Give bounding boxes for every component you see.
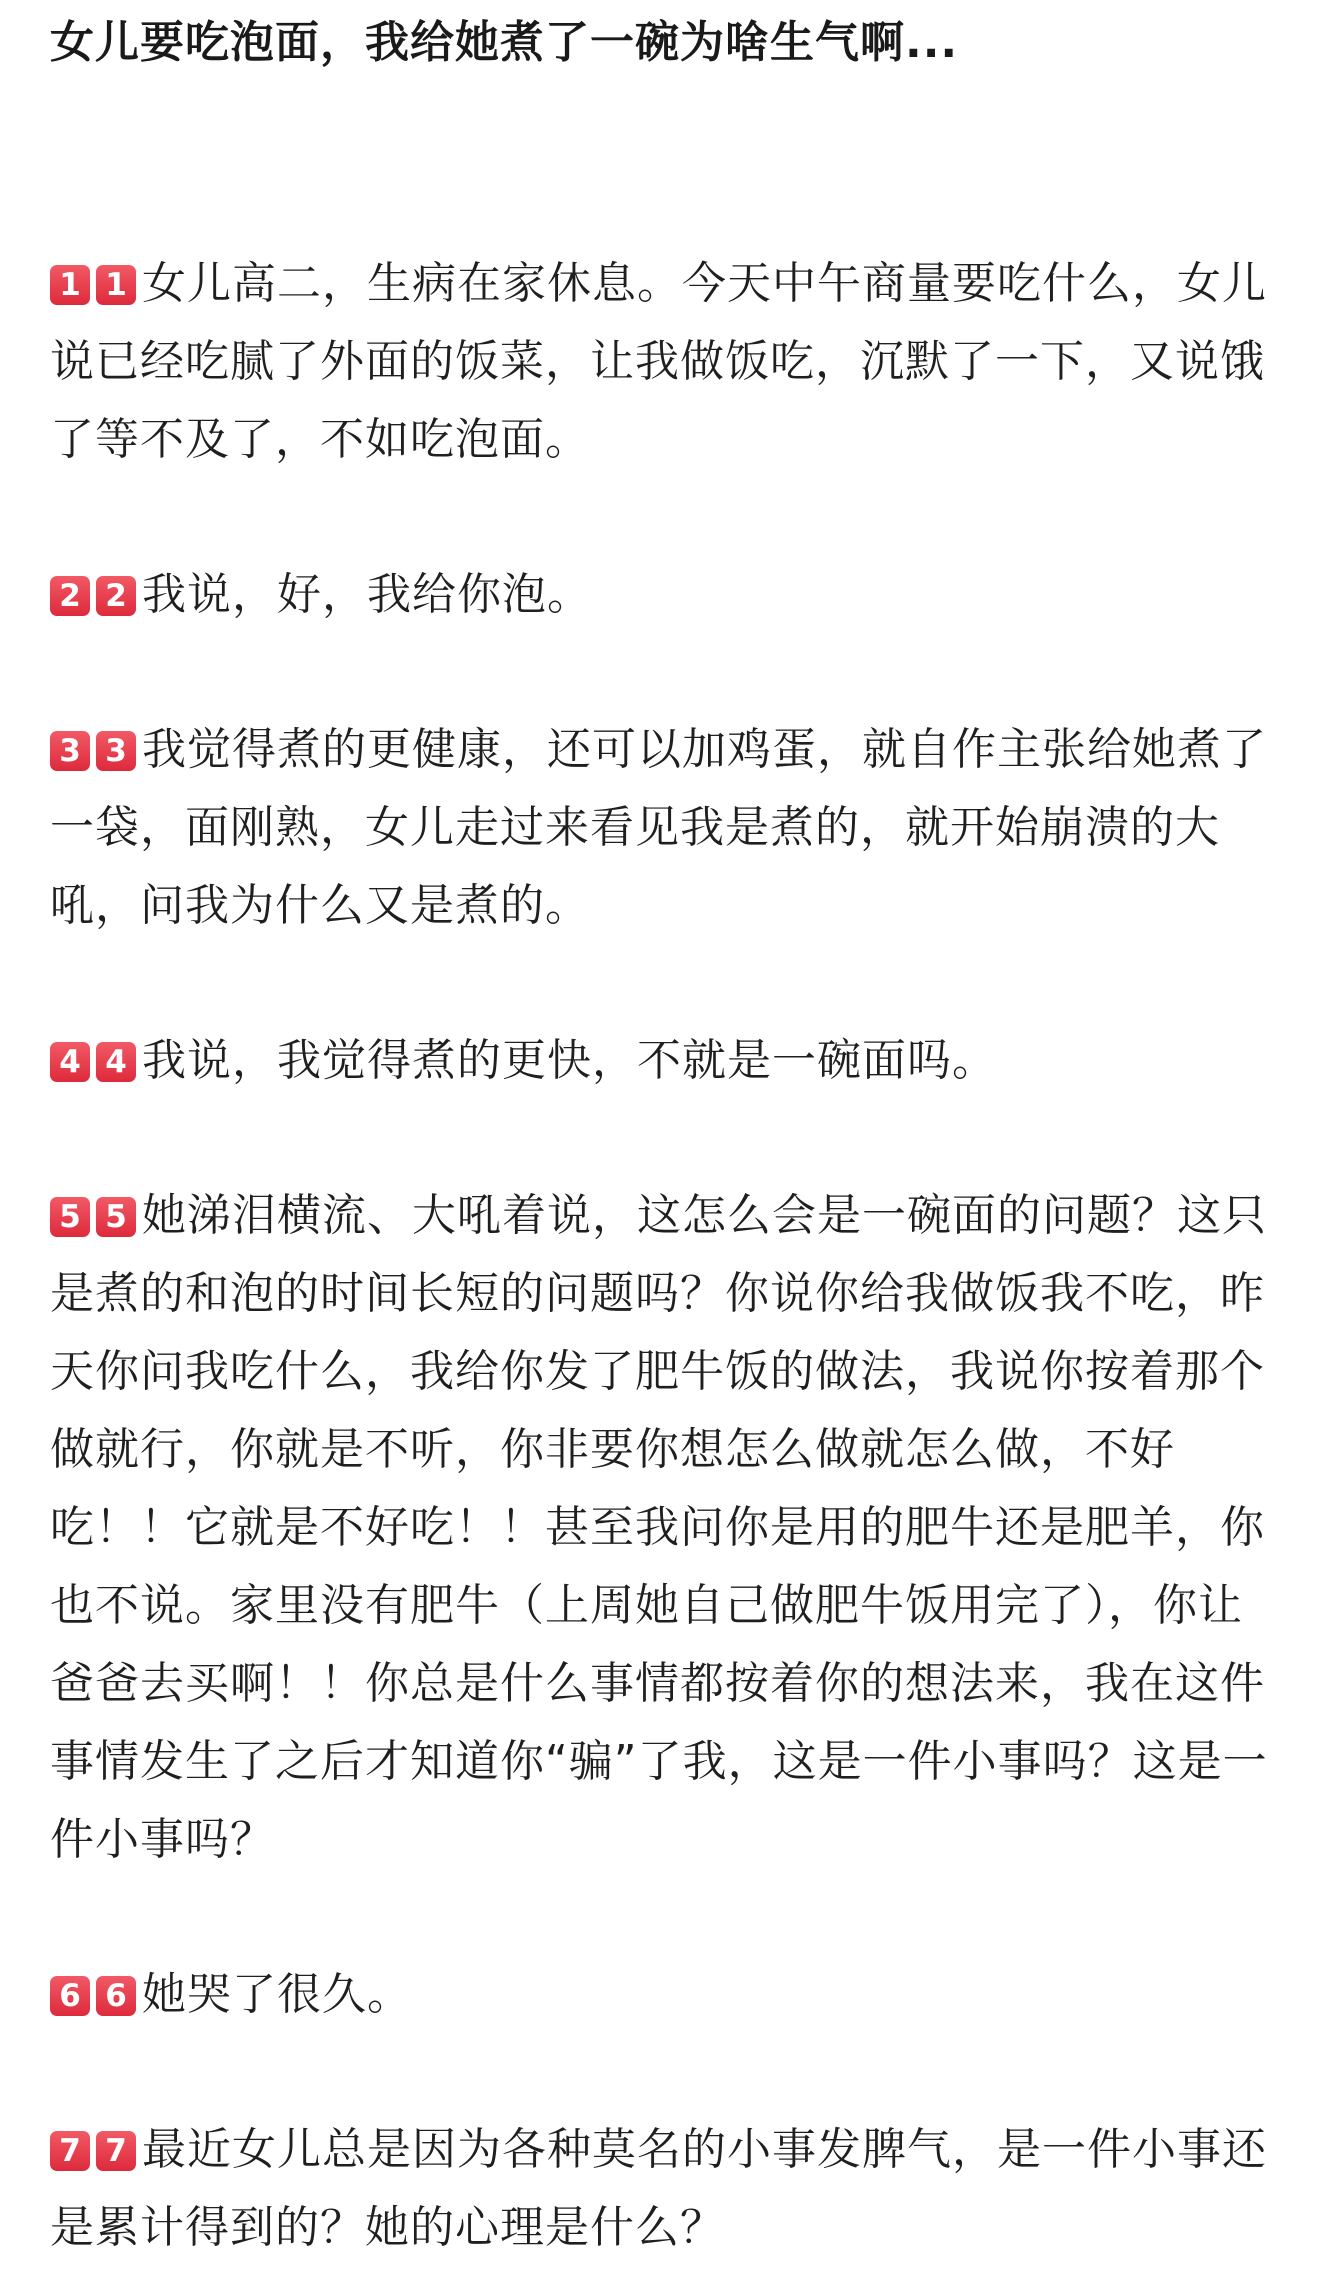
number-badge-icon: 6 (50, 1976, 90, 2016)
paragraph-text: 她哭了很久。 (142, 1969, 412, 2020)
paragraph-text: 我说，我觉得煮的更快，不就是一碗面吗。 (142, 1035, 997, 1086)
number-badge-icon: 7 (96, 2131, 136, 2171)
paragraph-3 (50, 711, 1280, 945)
number-badge-icon: 2 (50, 576, 90, 616)
paragraph-5 (50, 1177, 1280, 1879)
paragraph-6 (50, 1956, 1280, 2034)
paragraph-1 (50, 245, 1280, 479)
number-badge-icon: 1 (96, 265, 136, 305)
paragraph-text: 我觉得煮的更健康，还可以加鸡蛋，就自作主张给她煮了一袋，面刚熟，女儿走过来看见我是煮的，就开始崩溃的大吼，问我为什么又是煮的。 (50, 724, 1267, 931)
paragraph-text: 我说，好，我给你泡。 (142, 569, 592, 620)
number-badge-icon: 4 (96, 1042, 136, 1082)
post-body (50, 245, 1280, 2267)
number-badge-icon: 5 (50, 1197, 90, 1237)
number-badge-icon: 5 (96, 1197, 136, 1237)
number-badge-icon: 7 (50, 2131, 90, 2171)
paragraph-text: 最近女儿总是因为各种莫名的小事发脾气，是一件小事还是累计得到的？她的心理是什么？ (50, 2124, 1267, 2253)
paragraph-4 (50, 1022, 1280, 1100)
number-badge-icon: 6 (96, 1976, 136, 2016)
number-badge-icon: 4 (50, 1042, 90, 1082)
number-badge-icon: 2 (96, 576, 136, 616)
post-title: 女儿要吃泡面，我给她煮了一碗为啥生气啊... (50, 17, 959, 68)
number-badge-icon: 3 (50, 731, 90, 771)
number-badge-icon: 3 (96, 731, 136, 771)
paragraph-7 (50, 2111, 1280, 2267)
paragraph-text: 她涕泪横流、大吼着说，这怎么会是一碗面的问题？这只是煮的和泡的时间长短的问题吗？你说你给我做饭我不吃，昨天你问我吃什么，我给你发了肥牛饭的做法，我说你按着那个做就行，你就是不听，你非要你想怎么做就怎么做，不好吃！！它就是不好吃！！甚至我问你是用的肥牛还是肥羊，你也不说。家里没有肥牛（上周她自己做肥牛饭用完了），你让爸爸去买啊！！你总是什么事情都按着你的想法来，我在这件事情发生了之后才知道你“骗”了我，这是一件小事吗？这是一件小事吗？ (50, 1190, 1268, 1865)
paragraph-text: 女儿高二，生病在家休息。今天中午商量要吃什么，女儿说已经吃腻了外面的饭菜，让我做饭吃，沉默了一下，又说饿了等不及了，不如吃泡面。 (50, 258, 1267, 465)
post-page (50, 0, 1280, 2267)
number-badge-icon: 1 (50, 265, 90, 305)
paragraph-2 (50, 556, 1280, 634)
